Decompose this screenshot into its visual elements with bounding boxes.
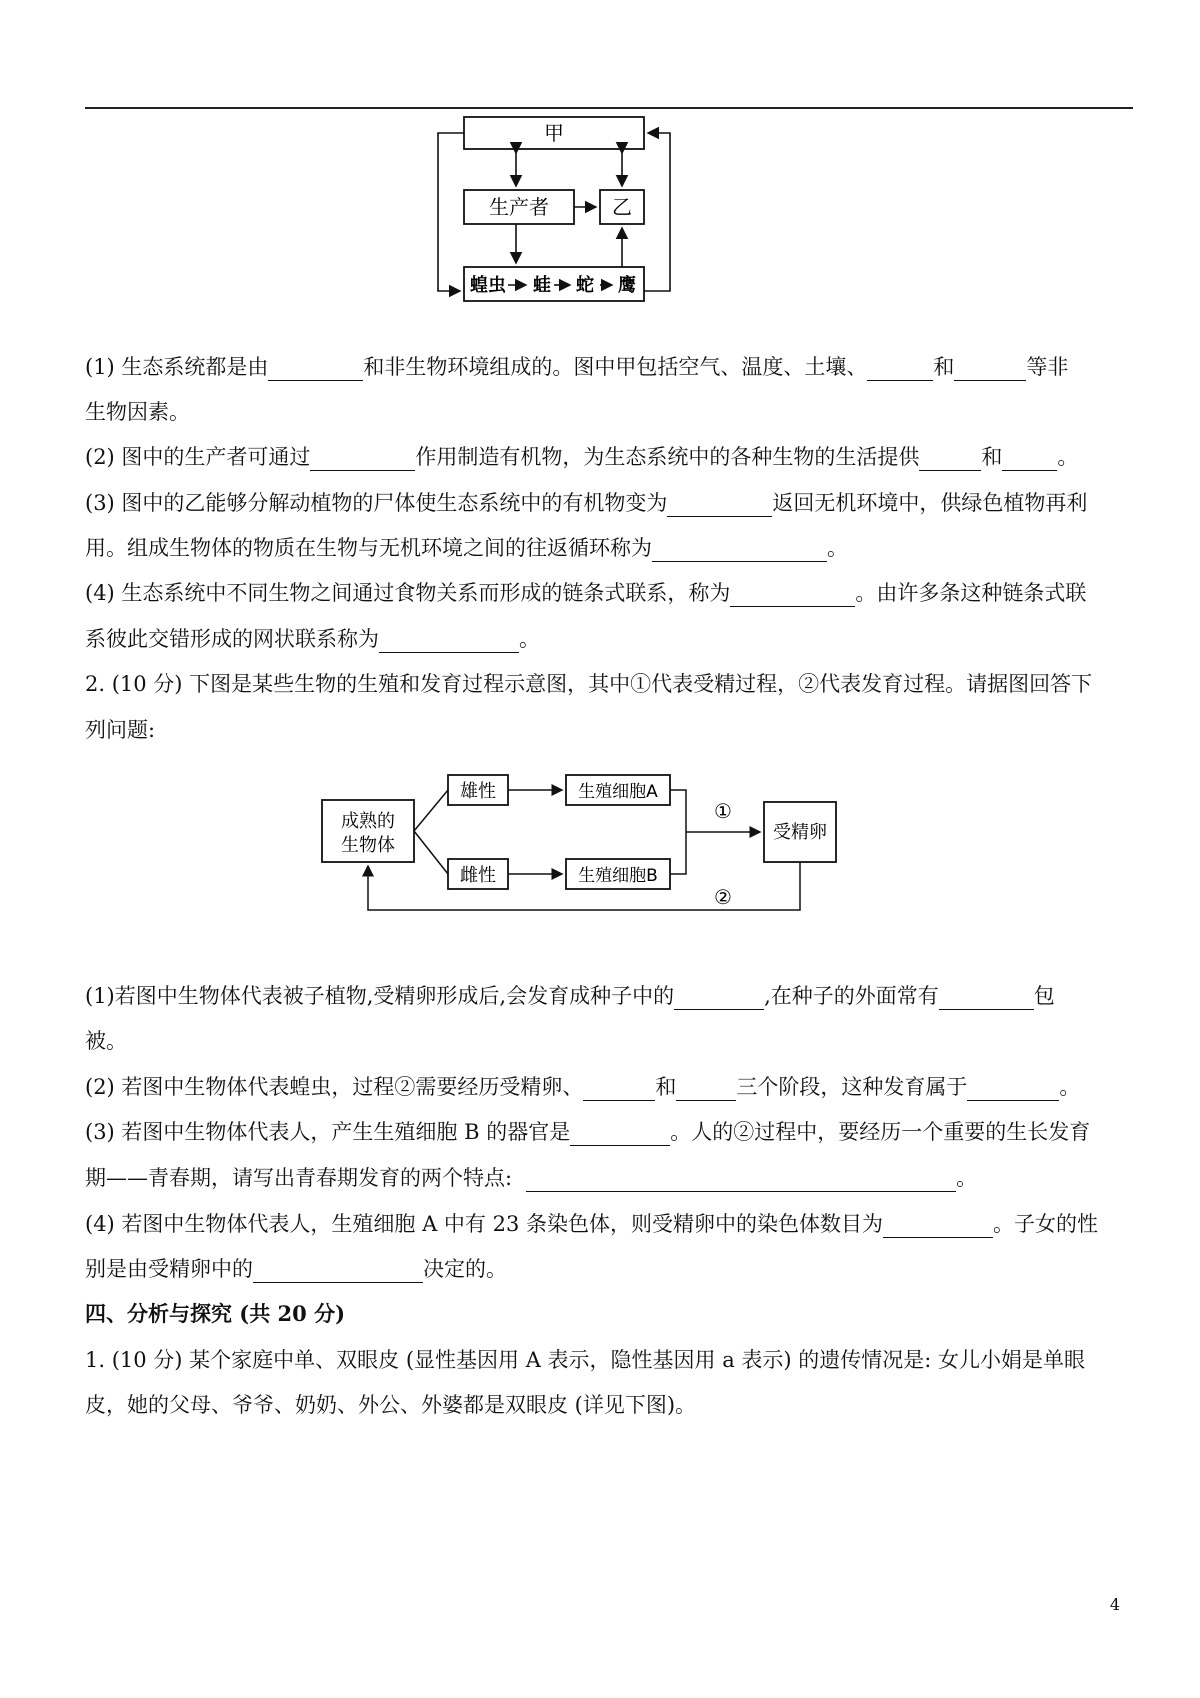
cell-a-label: 生殖细胞A (578, 782, 658, 802)
q2-line-2: 被。 (85, 1029, 127, 1053)
blank-7-1[interactable] (570, 1123, 670, 1146)
q2-intro-2: 列问题: (85, 718, 156, 742)
zygote-label: 受精卵 (773, 822, 827, 843)
blank-1-3[interactable] (954, 358, 1026, 381)
chain-1: 蝗虫 (470, 275, 506, 296)
blank-8-1[interactable] (883, 1215, 993, 1238)
q2-line-4: (3) 若图中生物体代表人，产生生殖细胞 B 的器官是 。人的②过程中，要经历一个重要的生长发育 (85, 1120, 1091, 1144)
blank-1-1[interactable] (268, 358, 363, 381)
blank-3-1[interactable] (667, 494, 772, 517)
male-label: 雄性 (460, 781, 496, 802)
blank-1-2[interactable] (867, 358, 933, 381)
s4-q1-line-2: 皮，她的父母、爷爷、奶奶、外公、外婆都是双眼皮 (详见下图)。 (85, 1393, 697, 1417)
q1-line-6: (4) 生态系统中不同生物之间通过食物关系而形成的链条式联系，称为 。由许多条这种链条式联 (85, 581, 1087, 605)
step-2-label: ② (714, 885, 732, 909)
q1-line-2: 生物因素。 (85, 400, 190, 424)
s4-q1-line-1: 1. (10 分) 某个家庭中单、双眼皮 (显性基因用 A 表示，隐性基因用 a 表示) 的遗传情况是: 女儿小娟是单眼 (85, 1348, 1086, 1372)
box-jia-label: 甲 (544, 121, 564, 145)
organism-line2: 生物体 (341, 835, 395, 856)
q2-intro-1: 2. (10 分) 下图是某些生物的生殖和发育过程示意图，其中①代表受精过程，②代表发育过程。请据图回答下 (85, 672, 1093, 696)
box-producer-label: 生产者 (489, 195, 549, 219)
q2-line-6: (4) 若图中生物体代表人，生殖细胞 A 中有 23 条染色体，则受精卵中的染色体数目为 。子女的性 (85, 1212, 1099, 1236)
blank-7-2[interactable] (526, 1169, 956, 1192)
blank-6-2[interactable] (676, 1078, 736, 1101)
cell-b-label: 生殖细胞B (578, 866, 658, 886)
q1-line-3: (2) 图中的生产者可通过 作用制造有机物，为生态系统中的各种生物的生活提供 和 。 (85, 445, 1079, 469)
step-1-label: ① (714, 799, 732, 823)
blank-4-2[interactable] (379, 630, 519, 653)
blank-3-2[interactable] (652, 539, 827, 562)
blank-2-1[interactable] (310, 448, 415, 471)
ecosystem-diagram (430, 115, 750, 335)
q1-line-4: (3) 图中的乙能够分解动植物的尸体使生态系统中的有机物变为 返回无机环境中，供绿色植物再利 (85, 491, 1088, 515)
section-4-heading: 四、分析与探究 (共 20 分) (85, 1301, 346, 1326)
q1-line-5: 用。组成生物体的物质在生物与无机环境之间的往返循环称为 。 (85, 536, 848, 560)
blank-5-1[interactable] (674, 987, 764, 1010)
q2-line-7: 别是由受精卵中的 决定的。 (85, 1257, 507, 1281)
organism-line1: 成熟的 (341, 811, 395, 832)
blank-5-2[interactable] (939, 987, 1034, 1010)
q1-line-1: (1) 生态系统都是由 和非生物环境组成的。图中甲包括空气、温度、土壤、 和 等非 (85, 355, 1069, 379)
box-yi-label: 乙 (612, 195, 632, 219)
female-label: 雌性 (460, 865, 496, 886)
q2-line-5: 期——青春期，请写出青春期发育的两个特点: 。 (85, 1166, 978, 1190)
blank-2-2[interactable] (919, 448, 981, 471)
blank-4-1[interactable] (730, 584, 855, 607)
header-rule (85, 107, 1133, 109)
blank-6-3[interactable] (967, 1078, 1059, 1101)
chain-3: 蛇 (576, 275, 594, 296)
reproduction-diagram (320, 770, 840, 920)
blank-6-1[interactable] (583, 1078, 655, 1101)
chain-2: 蛙 (533, 275, 551, 296)
blank-2-3[interactable] (1002, 448, 1057, 471)
q2-line-1: (1)若图中生物体代表被子植物,受精卵形成后,会发育成种子中的 ,在种子的外面常有 包 (85, 984, 1055, 1008)
q2-line-3: (2) 若图中生物体代表蝗虫，过程②需要经历受精卵、 和 三个阶段，这种发育属于 。 (85, 1075, 1081, 1099)
page-number: 4 (1109, 1595, 1120, 1614)
blank-8-2[interactable] (253, 1260, 423, 1283)
q1-line-7: 系彼此交错形成的网状联系称为 。 (85, 627, 540, 651)
chain-4: 鹰 (618, 275, 636, 296)
